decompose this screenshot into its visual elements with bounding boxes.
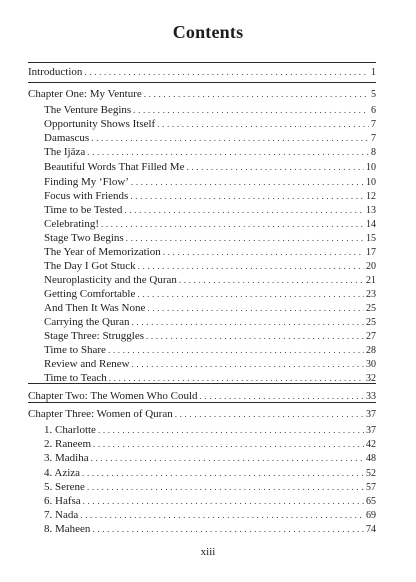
- toc-entry-title: Time to Teach: [44, 372, 107, 384]
- toc-entry-title: 6. Hafsa: [44, 495, 81, 507]
- dot-leader: [157, 117, 369, 132]
- toc-entry-page: 69: [366, 510, 376, 521]
- toc-entry-title: 8. Maheen: [44, 523, 91, 535]
- dot-leader: [144, 87, 369, 102]
- toc-entry[interactable]: [44, 301, 376, 316]
- toc-entry[interactable]: [44, 131, 376, 146]
- toc-entry-title: Chapter Three: Women of Quran: [28, 408, 173, 420]
- toc-entry[interactable]: [44, 189, 376, 204]
- toc-entry-title: Beautiful Words That Filled Me: [44, 161, 185, 173]
- toc-entry[interactable]: [44, 480, 376, 495]
- toc-entry-title: 7. Nada: [44, 509, 79, 521]
- toc-entry-title: Introduction: [28, 66, 83, 78]
- toc-entry-page: 33: [366, 391, 376, 402]
- toc-entry-page: 25: [366, 317, 376, 328]
- page-title: Contents: [172, 22, 244, 42]
- dot-leader: [179, 273, 364, 288]
- dot-leader: [84, 65, 369, 80]
- toc-entry-title: Time to Share: [44, 344, 106, 356]
- toc-entry-page: 65: [366, 496, 376, 507]
- toc-entry-page: 52: [366, 468, 376, 479]
- toc-entry-page: 74: [366, 524, 376, 535]
- toc-entry-page: 23: [366, 289, 376, 300]
- toc-entry[interactable]: [44, 287, 376, 302]
- toc-entry[interactable]: [44, 231, 376, 246]
- toc-entry[interactable]: [44, 259, 376, 274]
- toc-entry-title: 1. Charlotte: [44, 424, 96, 436]
- toc-entry-page: 30: [366, 359, 376, 370]
- toc-entry-title: Review and Renew: [44, 358, 130, 370]
- toc-entry-title: 2. Raneem: [44, 438, 92, 450]
- toc-entry-page: 37: [366, 425, 376, 436]
- toc-entry-title: Stage Two Begins: [44, 232, 124, 244]
- toc-entry-page: 12: [366, 191, 376, 202]
- section-divider: [28, 82, 376, 83]
- toc-entry-page: 27: [366, 331, 376, 342]
- dot-leader: [109, 371, 364, 386]
- toc-entry-page: 13: [366, 205, 376, 216]
- dot-leader: [133, 103, 369, 118]
- toc-entry[interactable]: [44, 175, 376, 190]
- toc-entry-title: 5. Serene: [44, 481, 85, 493]
- dot-leader: [175, 407, 364, 422]
- toc-entry[interactable]: [44, 315, 376, 330]
- toc-entry-title: Chapter One: My Venture: [28, 88, 142, 100]
- dot-leader: [138, 259, 364, 274]
- toc-entry[interactable]: [44, 423, 376, 438]
- toc-entry-page: 8: [371, 147, 376, 158]
- toc-entry[interactable]: [44, 103, 376, 118]
- toc-entry[interactable]: [28, 87, 376, 102]
- toc-entry[interactable]: [44, 273, 376, 288]
- toc-entry-title: 4. Aziza: [44, 467, 81, 479]
- dot-leader: [131, 175, 364, 190]
- toc-entry-page: 28: [366, 345, 376, 356]
- toc-entry[interactable]: [44, 437, 376, 452]
- toc-entry-title: Stage Three: Struggles: [44, 330, 144, 342]
- dot-leader: [163, 245, 364, 260]
- toc-entry-page: 57: [366, 482, 376, 493]
- toc-entry-page: 25: [366, 303, 376, 314]
- toc-entry[interactable]: [44, 245, 376, 260]
- toc-entry-page: 32: [366, 373, 376, 384]
- toc-entry-page: 5: [371, 89, 376, 100]
- toc-entry-title: And Then It Was None: [44, 302, 146, 314]
- toc-entry-page: 21: [366, 275, 376, 286]
- toc-entry[interactable]: [28, 65, 376, 80]
- toc-entry-page: 17: [366, 247, 376, 258]
- dot-leader: [146, 329, 364, 344]
- dot-leader: [132, 357, 364, 372]
- dot-leader: [126, 231, 364, 246]
- toc-entry[interactable]: [44, 160, 376, 175]
- toc-entry-page: 6: [371, 105, 376, 116]
- dot-leader: [137, 287, 364, 302]
- toc-entry[interactable]: [44, 329, 376, 344]
- toc-entry-title: Chapter Two: The Women Who Could: [28, 390, 198, 402]
- dot-leader: [87, 480, 364, 495]
- toc-entry[interactable]: [44, 203, 376, 218]
- page-number: xiii: [200, 546, 216, 558]
- toc-entry[interactable]: [44, 357, 376, 372]
- dot-leader: [82, 466, 364, 481]
- dot-leader: [80, 508, 364, 523]
- toc-entry-title: The Venture Begins: [44, 104, 132, 116]
- toc-entry-page: 10: [366, 162, 376, 173]
- toc-entry-title: Finding My ‘Flow’: [44, 176, 129, 188]
- toc-entry-title: Neuroplasticity and the Quran: [44, 274, 177, 286]
- toc-entry-title: Opportunity Shows Itself: [44, 118, 156, 130]
- toc-entry[interactable]: [44, 494, 376, 509]
- toc-entry[interactable]: [28, 407, 376, 422]
- toc-entry[interactable]: [44, 508, 376, 523]
- toc-entry-page: 14: [366, 219, 376, 230]
- toc-entry-page: 37: [366, 409, 376, 420]
- dot-leader: [108, 343, 364, 358]
- toc-entry[interactable]: [44, 343, 376, 358]
- dot-leader: [91, 131, 369, 146]
- toc-entry[interactable]: [44, 451, 376, 466]
- toc-entry-title: Focus with Friends: [44, 190, 129, 202]
- toc-entry[interactable]: [44, 522, 376, 537]
- toc-entry-title: 3. Madiha: [44, 452, 89, 464]
- dot-leader: [132, 315, 364, 330]
- section-divider: [28, 62, 376, 63]
- dot-leader: [93, 437, 364, 452]
- toc-entry[interactable]: [44, 145, 376, 160]
- toc-entry-title: Damascus: [44, 132, 90, 144]
- toc-entry-title: Time to be Tested: [44, 204, 123, 216]
- dot-leader: [130, 189, 364, 204]
- toc-entry-page: 20: [366, 261, 376, 272]
- dot-leader: [101, 217, 364, 232]
- toc-entry[interactable]: [44, 466, 376, 481]
- dot-leader: [92, 522, 364, 537]
- toc-entry-page: 48: [366, 453, 376, 464]
- dot-leader: [83, 494, 364, 509]
- toc-entry-page: 7: [371, 133, 376, 144]
- toc-entry-page: 1: [371, 67, 376, 78]
- toc-entry-page: 7: [371, 119, 376, 130]
- dot-leader: [87, 145, 369, 160]
- toc-entry-page: 42: [366, 439, 376, 450]
- toc-entry-page: 15: [366, 233, 376, 244]
- toc-entry[interactable]: [44, 217, 376, 232]
- dot-leader: [124, 203, 364, 218]
- toc-entry-title: Carrying the Quran: [44, 316, 130, 328]
- toc-entry-title: Getting Comfortable: [44, 288, 136, 300]
- dot-leader: [186, 160, 364, 175]
- toc-entry-page: 10: [366, 177, 376, 188]
- toc-entry-title: Celebrating!: [44, 218, 99, 230]
- toc-entry-title: The Year of Memorization: [44, 246, 161, 258]
- toc-entry-title: The Ijāza: [44, 146, 86, 158]
- dot-leader: [91, 451, 364, 466]
- toc-entry[interactable]: [44, 117, 376, 132]
- toc-entry[interactable]: [28, 389, 376, 404]
- toc-entry[interactable]: [44, 371, 376, 386]
- dot-leader: [147, 301, 364, 316]
- dot-leader: [98, 423, 364, 438]
- toc-entry-title: The Day I Got Stuck: [44, 260, 136, 272]
- dot-leader: [200, 389, 364, 404]
